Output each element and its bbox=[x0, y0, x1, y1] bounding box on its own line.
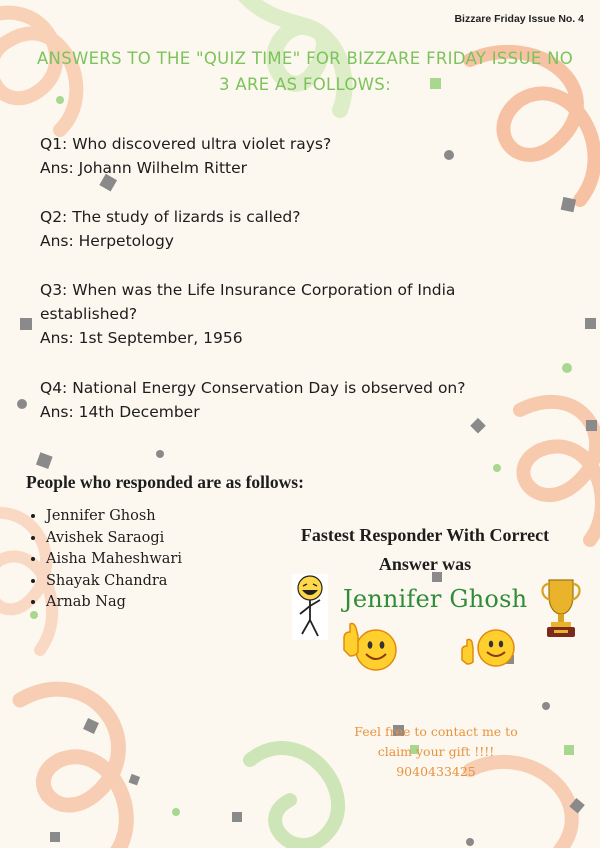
question-text: Q1: Who discovered ultra violet rays? bbox=[40, 135, 332, 153]
list-item: • Shayak Chandra bbox=[46, 571, 182, 593]
thumbs-up-smiley-icon bbox=[340, 620, 402, 675]
responders-heading: People who responded are as follows: bbox=[26, 472, 304, 492]
page-title: ANSWERS TO THE "QUIZ TIME" FOR BIZZARE FRIDAY ISSUE NO 3 ARE AS FOLLOWS: bbox=[36, 49, 574, 94]
issue-label: Bizzare Friday Issue No. 4 bbox=[454, 13, 584, 25]
question-text: Q4: National Energy Conservation Day is observed on? bbox=[40, 379, 466, 397]
qa-item-2 bbox=[40, 205, 560, 253]
list-item: • Aisha Maheshwari bbox=[46, 549, 182, 571]
question-text: Q3: When was the Life Insurance Corporation of India established? bbox=[40, 281, 456, 323]
qa-item-3 bbox=[40, 278, 520, 350]
list-item: • Avishek Saraogi bbox=[46, 528, 182, 550]
answer-text: Ans: 14th December bbox=[40, 403, 200, 421]
fastest-responder-label: Fastest Responder With Correct Answer was bbox=[300, 525, 550, 574]
question-text: Q2: The study of lizards is called? bbox=[40, 208, 301, 226]
contact-line: claim your gift !!!! bbox=[377, 744, 495, 759]
answer-text: Ans: Johann Wilhelm Ritter bbox=[40, 159, 248, 177]
responders-list bbox=[26, 506, 182, 614]
trophy-icon bbox=[538, 574, 584, 640]
answer-text: Ans: 1st September, 1956 bbox=[40, 329, 243, 347]
contact-note bbox=[346, 722, 526, 782]
answer-text: Ans: Herpetology bbox=[40, 232, 174, 250]
thumbs-up-smiley-icon bbox=[458, 626, 520, 672]
qa-item-1 bbox=[40, 132, 560, 180]
contact-phone: 9040433425 bbox=[396, 764, 476, 779]
laughing-stick-figure-icon bbox=[292, 574, 328, 640]
contact-line: Feel free to contact me to bbox=[354, 724, 518, 739]
qa-item-4 bbox=[40, 376, 560, 424]
list-item: • Jennifer Ghosh bbox=[46, 506, 182, 528]
list-item: • Arnab Nag bbox=[46, 592, 182, 614]
winner-name: Jennifer Ghosh bbox=[343, 585, 528, 613]
